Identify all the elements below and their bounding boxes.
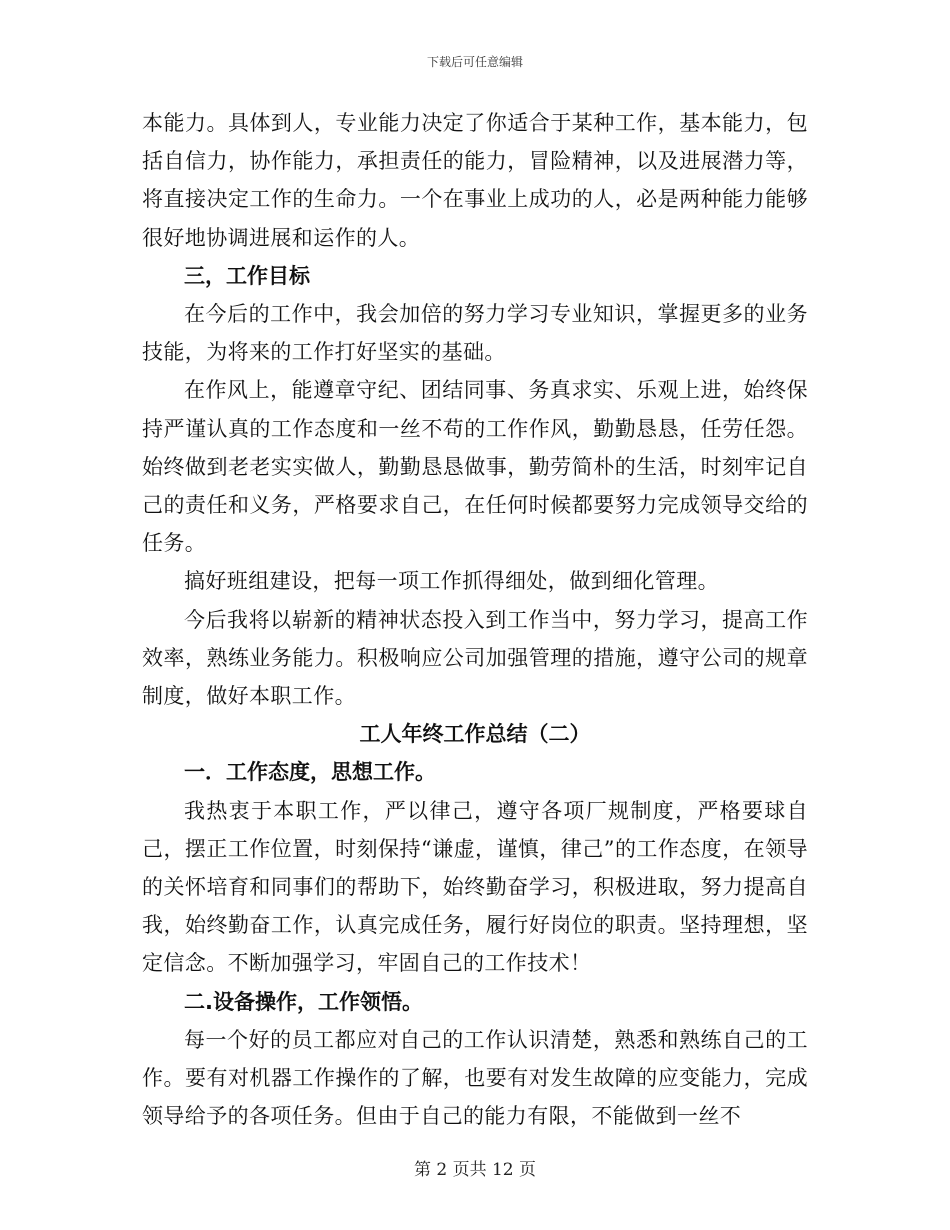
section-heading: 三，工作目标	[184, 263, 310, 288]
document-title: 工人年终工作总结（二）	[359, 722, 591, 747]
paragraph: 在今后的工作中，我会加倍的努力学习专业知识，掌握更多的业务技能，为将来的工作打好坚实的基础。	[142, 302, 808, 365]
paragraph: 本能力。具体到人，专业能力决定了你适合于某种工作，基本能力，包括自信力，协作能力，承担责任的能力，冒险精神，以及进展潜力等，将直接决定工作的生命力。一个在事业上成功的人，必是两种能力能够很好地协调进展和运作的人。	[142, 111, 808, 250]
paragraph: 在作风上，能遵章守纪、团结同事、务真求实、乐观上进，始终保持严谨认真的工作态度和一丝不苟的工作作风，勤勤恳恳，任劳任怨。始终做到老老实实做人，勤勤恳恳做事，勤劳简朴的生活，时刻牢记自己的责任和义务，严格要求自己，在任何时候都要努力完成领导交给的任务。	[142, 378, 808, 556]
page-number: 第 2 页共 12 页	[413, 1160, 537, 1180]
paragraph: 今后我将以崭新的精神状态投入到工作当中，努力学习，提高工作效率，熟练业务能力。积极响应公司加强管理的措施，遵守公司的规章制度，做好本职工作。	[142, 607, 808, 709]
document-body	[142, 104, 808, 1135]
paragraph: 我热衷于本职工作，严以律己，遵守各项厂规制度，严格要球自己，摆正工作位置，时刻保持“谦虚，谨慎，律己”的工作态度，在领导的关怀培育和同事们的帮助下，始终勤奋学习，积极进取，努力提高自我，始终勤奋工作，认真完成任务，履行好岗位的职责。坚持理想，坚定信念。不断加强学习，牢固自己的工作技术！	[142, 798, 808, 976]
section-heading: 一．工作态度，思想工作。	[184, 760, 436, 785]
section-heading: 二.设备操作，工作领悟。	[184, 989, 423, 1014]
paragraph: 搞好班组建设，把每一项工作抓得细处，做到细化管理。	[184, 569, 719, 594]
paragraph: 每一个好的员工都应对自己的工作认识清楚，熟悉和熟练自己的工作。要有对机器工作操作的了解，也要有对发生故障的应变能力，完成领导给予的各项任务。但由于自己的能力有限，不能做到一丝不	[142, 1027, 808, 1129]
page-header: 下载后可任意编辑	[426, 55, 523, 69]
